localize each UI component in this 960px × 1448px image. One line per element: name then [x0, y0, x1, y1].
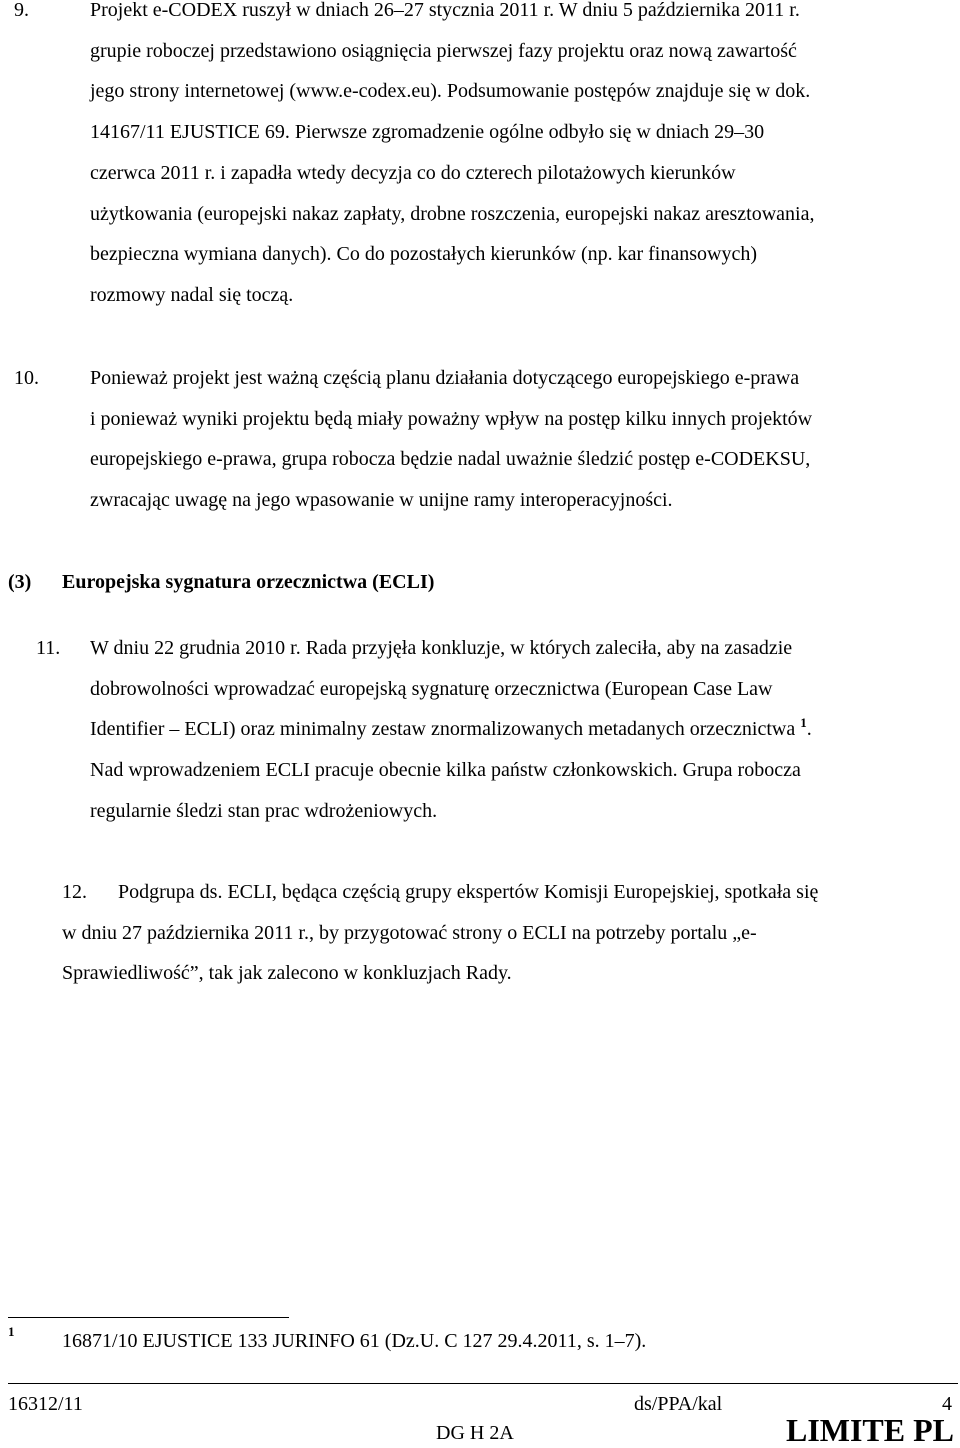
text-line: dobrowolności wprowadzać europejską sygnaturę orzecznictwa (European Case Law: [90, 677, 773, 700]
text-line: czerwca 2011 r. i zapadła wtedy decyzja co do czterech pilotażowych kierunków: [90, 161, 736, 184]
section-number: (3): [8, 571, 32, 593]
section-heading: [0, 570, 960, 594]
paragraph-number: 10.: [14, 367, 39, 389]
text-line: Nad wprowadzeniem ECLI pracuje obecnie kilka państw członkowskich. Grupa robocza: [90, 759, 801, 782]
paragraph-number: 9.: [14, 0, 29, 21]
paragraph-number: 12.: [62, 881, 87, 903]
footnote-marker: 1: [8, 1324, 15, 1339]
paragraph-text: [62, 913, 956, 994]
section-title: Europejska sygnatura orzecznictwa (ECLI): [62, 571, 435, 593]
footer-separator: [8, 1383, 958, 1384]
paragraph-text: [90, 628, 956, 832]
document-reference: ds/PPA/kal: [634, 1393, 723, 1415]
paragraph-first-line: Podgrupa ds. ECLI, będąca częścią grupy ekspertów Komisji Europejskiej, spotkała się: [118, 881, 819, 903]
document-number: 16312/11: [8, 1393, 83, 1415]
page-footer: [0, 1388, 960, 1448]
text-line: regularnie śledzi stan prac wdrożeniowych.: [90, 799, 438, 822]
text-line: jego strony internetowej (www.e-codex.eu). Podsumowanie postępów znajduje się w dok.: [90, 80, 811, 103]
paragraph-11: [0, 628, 960, 833]
paragraph-9: [0, 0, 960, 320]
text-line: bezpieczna wymiana danych). Co do pozostałych kierunków (np. kar finansowych): [90, 243, 758, 266]
text-line: rozmowy nadal się toczą.: [90, 283, 294, 306]
paragraph-10: [0, 358, 960, 523]
text-line: i ponieważ wyniki projektu będą miały poważny wpływ na postęp kilku innych projektów: [90, 407, 813, 430]
text-line: w dniu 27 października 2011 r., by przygotować strony o ECLI na potrzeby portalu „e-: [62, 921, 757, 944]
paragraph-12: [0, 872, 960, 997]
paragraph-text: [90, 0, 956, 316]
text-line: użytkowania (europejski nakaz zapłaty, drobne roszczenia, europejski nakaz aresztowania,: [90, 202, 815, 225]
footnote-reference[interactable]: 1: [800, 715, 807, 731]
text-line: zwracając uwagę na jego wpasowanie w unijne ramy interoperacyjności.: [90, 489, 673, 512]
paragraph-number: 11.: [36, 637, 61, 659]
paragraph-text: [90, 358, 956, 521]
text-line: W dniu 22 grudnia 2010 r. Rada przyjęła konkluzje, w których zaleciła, aby na zasadzie: [90, 637, 793, 659]
footnote: [0, 1324, 960, 1358]
text-line: Sprawiedliwość”, tak jak zalecono w konkluzjach Rady.: [62, 962, 512, 985]
text-line: grupie roboczej przedstawiono osiągnięcia pierwszej fazy projektu oraz nową zawartość: [90, 39, 797, 62]
footnote-text: 16871/10 EJUSTICE 133 JURINFO 61 (Dz.U. C 127 29.4.2011, s. 1–7).: [62, 1330, 647, 1352]
page-number: 4: [942, 1393, 952, 1415]
text-line: 14167/11 EJUSTICE 69. Pierwsze zgromadzenie ogólne odbyło się w dniach 29–30: [90, 121, 765, 144]
classification-marking: LIMITE PL: [785, 1412, 954, 1448]
text-line: [90, 709, 956, 750]
text-line-content: Identifier – ECLI) oraz minimalny zestaw znormalizowanych metadanych orzecznictwa: [90, 718, 796, 741]
footnote-separator: [8, 1317, 289, 1318]
text-line: europejskiego e-prawa, grupa robocza będzie nadal uważnie śledzić postęp e-CODEKSU,: [90, 448, 811, 471]
directorate-general: DG H 2A: [436, 1422, 514, 1444]
text-line: Ponieważ projekt jest ważną częścią planu działania dotyczącego europejskiego e-prawa: [90, 367, 800, 389]
text-line: Projekt e-CODEX ruszył w dniach 26–27 stycznia 2011 r. W dniu 5 października 2011 r.: [90, 0, 800, 21]
footnote-reference-suffix: .: [806, 718, 812, 741]
